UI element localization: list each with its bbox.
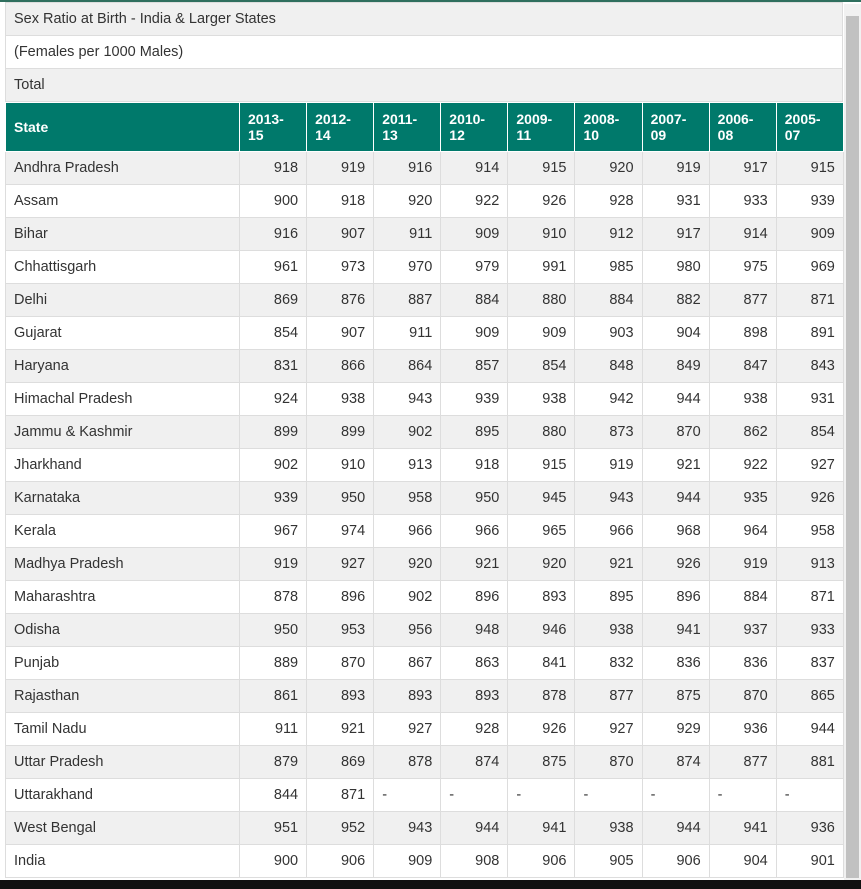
ratio-value-cell: 893 <box>374 680 441 713</box>
ratio-value-cell: 837 <box>776 647 843 680</box>
table-row <box>6 581 844 614</box>
ratio-value-cell: 945 <box>508 482 575 515</box>
column-header-state: State <box>6 103 240 152</box>
ratio-value-cell: 906 <box>508 845 575 878</box>
ratio-value-cell: 902 <box>374 581 441 614</box>
ratio-value-cell: - <box>776 779 843 812</box>
ratio-value-cell: 921 <box>307 713 374 746</box>
ratio-value-cell: 926 <box>776 482 843 515</box>
ratio-value-cell: 911 <box>240 713 307 746</box>
ratio-value-cell: 877 <box>575 680 642 713</box>
ratio-value-cell: 941 <box>642 614 709 647</box>
ratio-value-cell: 893 <box>307 680 374 713</box>
ratio-value-cell: 874 <box>441 746 508 779</box>
ratio-value-cell: 921 <box>575 548 642 581</box>
ratio-value-cell: 919 <box>709 548 776 581</box>
ratio-value-cell: 966 <box>441 515 508 548</box>
ratio-value-cell: 864 <box>374 350 441 383</box>
scrollbar-thumb[interactable] <box>846 16 859 878</box>
caption-subtitle: (Females per 1000 Males) <box>6 36 843 69</box>
ratio-value-cell: 909 <box>441 218 508 251</box>
column-header-year <box>776 103 843 152</box>
ratio-value-cell: 926 <box>642 548 709 581</box>
ratio-value-cell: 919 <box>575 449 642 482</box>
ratio-value-cell: 902 <box>374 416 441 449</box>
ratio-value-cell: 927 <box>575 713 642 746</box>
ratio-value-cell: 874 <box>642 746 709 779</box>
ratio-value-cell: 869 <box>307 746 374 779</box>
ratio-value-cell: 944 <box>776 713 843 746</box>
ratio-value-cell: 893 <box>508 581 575 614</box>
table-row <box>6 218 844 251</box>
caption-section: Total <box>6 69 843 102</box>
ratio-value-cell: 909 <box>374 845 441 878</box>
ratio-value-cell: 884 <box>575 284 642 317</box>
ratio-value-cell: 966 <box>374 515 441 548</box>
table-body <box>6 152 844 878</box>
ratio-value-cell: 935 <box>709 482 776 515</box>
ratio-value-cell: 899 <box>307 416 374 449</box>
state-name-cell: Punjab <box>6 647 240 680</box>
state-name-cell: Assam <box>6 185 240 218</box>
ratio-value-cell: 918 <box>240 152 307 185</box>
ratio-value-cell: 956 <box>374 614 441 647</box>
ratio-value-cell: 926 <box>508 713 575 746</box>
table-row <box>6 482 844 515</box>
ratio-value-cell: 931 <box>776 383 843 416</box>
ratio-value-cell: 933 <box>709 185 776 218</box>
ratio-value-cell: 920 <box>374 548 441 581</box>
ratio-value-cell: 854 <box>776 416 843 449</box>
year-start: 2006- <box>717 111 754 127</box>
table-row <box>6 317 844 350</box>
ratio-value-cell: 863 <box>441 647 508 680</box>
ratio-value-cell: 919 <box>240 548 307 581</box>
state-name-cell: Madhya Pradesh <box>6 548 240 581</box>
ratio-value-cell: 906 <box>642 845 709 878</box>
ratio-value-cell: 909 <box>441 317 508 350</box>
ratio-value-cell: 871 <box>776 284 843 317</box>
ratio-value-cell: 938 <box>575 812 642 845</box>
ratio-value-cell: 943 <box>374 812 441 845</box>
ratio-value-cell: 854 <box>240 317 307 350</box>
ratio-value-cell: 849 <box>642 350 709 383</box>
ratio-value-cell: 958 <box>374 482 441 515</box>
ratio-value-cell: 907 <box>307 317 374 350</box>
ratio-value-cell: 878 <box>374 746 441 779</box>
year-end: 07 <box>784 127 801 143</box>
ratio-value-cell: 938 <box>508 383 575 416</box>
ratio-value-cell: 921 <box>441 548 508 581</box>
ratio-value-cell: 914 <box>441 152 508 185</box>
year-end: 13 <box>382 127 398 143</box>
ratio-value-cell: 920 <box>374 185 441 218</box>
ratio-value-cell: 917 <box>709 152 776 185</box>
ratio-value-cell: 909 <box>508 317 575 350</box>
ratio-value-cell: - <box>709 779 776 812</box>
table-row <box>6 251 844 284</box>
ratio-value-cell: 900 <box>240 845 307 878</box>
table-row <box>6 746 844 779</box>
ratio-value-cell: 865 <box>776 680 843 713</box>
ratio-value-cell: 939 <box>776 185 843 218</box>
ratio-value-cell: 914 <box>709 218 776 251</box>
ratio-value-cell: 893 <box>441 680 508 713</box>
ratio-value-cell: 968 <box>642 515 709 548</box>
table-row <box>6 284 844 317</box>
state-name-cell: West Bengal <box>6 812 240 845</box>
ratio-value-cell: 951 <box>240 812 307 845</box>
table-header-row <box>6 103 844 152</box>
ratio-value-cell: 927 <box>374 713 441 746</box>
column-header-year <box>642 103 709 152</box>
ratio-value-cell: 887 <box>374 284 441 317</box>
ratio-value-cell: 938 <box>575 614 642 647</box>
ratio-value-cell: 915 <box>508 152 575 185</box>
state-name-cell: Haryana <box>6 350 240 383</box>
ratio-value-cell: 877 <box>709 746 776 779</box>
year-start: 2008- <box>583 111 620 127</box>
ratio-value-cell: 920 <box>575 152 642 185</box>
state-name-cell: India <box>6 845 240 878</box>
ratio-value-cell: 891 <box>776 317 843 350</box>
caption-section-row <box>6 69 843 102</box>
ratio-value-cell: 927 <box>307 548 374 581</box>
ratio-value-cell: 944 <box>642 482 709 515</box>
state-name-cell: Himachal Pradesh <box>6 383 240 416</box>
caption-subtitle-row <box>6 36 843 69</box>
ratio-value-cell: 929 <box>642 713 709 746</box>
state-name-cell: Uttarakhand <box>6 779 240 812</box>
table-row <box>6 416 844 449</box>
state-name-cell: Tamil Nadu <box>6 713 240 746</box>
ratio-value-cell: 916 <box>240 218 307 251</box>
ratio-value-cell: 878 <box>240 581 307 614</box>
state-name-cell: Kerala <box>6 515 240 548</box>
ratio-value-cell: 915 <box>508 449 575 482</box>
ratio-value-cell: 882 <box>642 284 709 317</box>
state-name-cell: Maharashtra <box>6 581 240 614</box>
year-end: 10 <box>583 127 600 143</box>
ratio-value-cell: 873 <box>575 416 642 449</box>
ratio-value-cell: 937 <box>709 614 776 647</box>
ratio-value-cell: 904 <box>642 317 709 350</box>
ratio-value-cell: 880 <box>508 284 575 317</box>
ratio-value-cell: 880 <box>508 416 575 449</box>
table-row <box>6 383 844 416</box>
state-name-cell: Jharkhand <box>6 449 240 482</box>
ratio-value-cell: 943 <box>575 482 642 515</box>
state-name-cell: Uttar Pradesh <box>6 746 240 779</box>
state-name-cell: Odisha <box>6 614 240 647</box>
caption-title: Sex Ratio at Birth - India & Larger States <box>6 3 843 36</box>
ratio-value-cell: 966 <box>575 515 642 548</box>
ratio-value-cell: 958 <box>776 515 843 548</box>
ratio-value-cell: 973 <box>307 251 374 284</box>
ratio-value-cell: 844 <box>240 779 307 812</box>
ratio-value-cell: 918 <box>441 449 508 482</box>
table-row <box>6 680 844 713</box>
ratio-value-cell: 961 <box>240 251 307 284</box>
ratio-value-cell: 953 <box>307 614 374 647</box>
year-start: 2010- <box>449 111 486 127</box>
ratio-value-cell: 861 <box>240 680 307 713</box>
ratio-value-cell: 980 <box>642 251 709 284</box>
sex-ratio-table <box>5 102 844 878</box>
ratio-value-cell: 903 <box>575 317 642 350</box>
ratio-value-cell: 922 <box>709 449 776 482</box>
ratio-value-cell: 831 <box>240 350 307 383</box>
ratio-value-cell: 946 <box>508 614 575 647</box>
year-start: 2012- <box>315 111 351 127</box>
ratio-value-cell: 944 <box>642 812 709 845</box>
ratio-value-cell: 866 <box>307 350 374 383</box>
year-end: 11 <box>516 127 532 143</box>
ratio-value-cell: 985 <box>575 251 642 284</box>
ratio-value-cell: 896 <box>642 581 709 614</box>
ratio-value-cell: 944 <box>642 383 709 416</box>
ratio-value-cell: 910 <box>307 449 374 482</box>
ratio-value-cell: 922 <box>441 185 508 218</box>
ratio-value-cell: 920 <box>508 548 575 581</box>
ratio-value-cell: 970 <box>374 251 441 284</box>
ratio-value-cell: 871 <box>776 581 843 614</box>
ratio-value-cell: 901 <box>776 845 843 878</box>
state-name-cell: Jammu & Kashmir <box>6 416 240 449</box>
year-end: 12 <box>449 127 465 143</box>
table-row <box>6 548 844 581</box>
ratio-value-cell: 900 <box>240 185 307 218</box>
ratio-value-cell: 877 <box>709 284 776 317</box>
ratio-value-cell: 862 <box>709 416 776 449</box>
ratio-value-cell: 910 <box>508 218 575 251</box>
ratio-value-cell: 875 <box>642 680 709 713</box>
state-name-cell: Andhra Pradesh <box>6 152 240 185</box>
ratio-value-cell: 950 <box>441 482 508 515</box>
table-row <box>6 185 844 218</box>
ratio-value-cell: 936 <box>776 812 843 845</box>
ratio-value-cell: 871 <box>307 779 374 812</box>
ratio-value-cell: 854 <box>508 350 575 383</box>
ratio-value-cell: 836 <box>709 647 776 680</box>
ratio-value-cell: 876 <box>307 284 374 317</box>
ratio-value-cell: 950 <box>307 482 374 515</box>
ratio-value-cell: 902 <box>240 449 307 482</box>
state-name-cell: Gujarat <box>6 317 240 350</box>
column-header-year <box>575 103 642 152</box>
ratio-value-cell: 913 <box>374 449 441 482</box>
ratio-value-cell: 884 <box>709 581 776 614</box>
ratio-value-cell: 847 <box>709 350 776 383</box>
caption-title-row <box>6 3 843 36</box>
ratio-value-cell: 906 <box>307 845 374 878</box>
ratio-value-cell: 899 <box>240 416 307 449</box>
ratio-value-cell: 836 <box>642 647 709 680</box>
ratio-value-cell: 933 <box>776 614 843 647</box>
ratio-value-cell: 878 <box>508 680 575 713</box>
ratio-value-cell: 942 <box>575 383 642 416</box>
ratio-value-cell: - <box>441 779 508 812</box>
ratio-value-cell: - <box>642 779 709 812</box>
ratio-value-cell: 915 <box>776 152 843 185</box>
ratio-value-cell: - <box>575 779 642 812</box>
ratio-value-cell: 832 <box>575 647 642 680</box>
ratio-value-cell: 870 <box>575 746 642 779</box>
ratio-value-cell: 924 <box>240 383 307 416</box>
ratio-value-cell: 898 <box>709 317 776 350</box>
ratio-value-cell: 965 <box>508 515 575 548</box>
ratio-value-cell: 948 <box>441 614 508 647</box>
table-row <box>6 515 844 548</box>
table-row <box>6 713 844 746</box>
table-row <box>6 845 844 878</box>
ratio-value-cell: 921 <box>642 449 709 482</box>
ratio-value-cell: 916 <box>374 152 441 185</box>
ratio-value-cell: 967 <box>240 515 307 548</box>
ratio-value-cell: 931 <box>642 185 709 218</box>
ratio-value-cell: 879 <box>240 746 307 779</box>
ratio-value-cell: 975 <box>709 251 776 284</box>
year-end: 09 <box>650 127 667 143</box>
column-header-year <box>240 103 307 152</box>
ratio-value-cell: 913 <box>776 548 843 581</box>
ratio-value-cell: 928 <box>575 185 642 218</box>
ratio-value-cell: 969 <box>776 251 843 284</box>
caption-table <box>5 2 843 102</box>
year-end: 14 <box>315 127 331 143</box>
state-name-cell: Chhattisgarh <box>6 251 240 284</box>
ratio-value-cell: 895 <box>441 416 508 449</box>
ratio-value-cell: 907 <box>307 218 374 251</box>
ratio-value-cell: 938 <box>307 383 374 416</box>
ratio-value-cell: 939 <box>240 482 307 515</box>
table-row <box>6 449 844 482</box>
ratio-value-cell: 941 <box>709 812 776 845</box>
ratio-value-cell: 974 <box>307 515 374 548</box>
ratio-value-cell: 964 <box>709 515 776 548</box>
column-header-year <box>307 103 374 152</box>
ratio-value-cell: 917 <box>642 218 709 251</box>
ratio-value-cell: 905 <box>575 845 642 878</box>
ratio-value-cell: - <box>508 779 575 812</box>
year-start: 2009- <box>516 111 553 127</box>
ratio-value-cell: 944 <box>441 812 508 845</box>
column-header-year <box>508 103 575 152</box>
ratio-value-cell: 950 <box>240 614 307 647</box>
ratio-value-cell: 991 <box>508 251 575 284</box>
state-name-cell: Rajasthan <box>6 680 240 713</box>
ratio-value-cell: 843 <box>776 350 843 383</box>
ratio-value-cell: 936 <box>709 713 776 746</box>
ratio-value-cell: 939 <box>441 383 508 416</box>
bottom-edge-bar <box>0 880 861 889</box>
ratio-value-cell: 909 <box>776 218 843 251</box>
ratio-value-cell: 889 <box>240 647 307 680</box>
ratio-value-cell: 943 <box>374 383 441 416</box>
year-start: 2013- <box>248 111 284 127</box>
ratio-value-cell: 927 <box>776 449 843 482</box>
state-name-cell: Delhi <box>6 284 240 317</box>
ratio-value-cell: 857 <box>441 350 508 383</box>
ratio-value-cell: 881 <box>776 746 843 779</box>
ratio-value-cell: 941 <box>508 812 575 845</box>
year-end: 15 <box>248 127 264 143</box>
vertical-scrollbar[interactable] <box>844 4 861 882</box>
column-header-year <box>374 103 441 152</box>
ratio-value-cell: 870 <box>307 647 374 680</box>
ratio-value-cell: 867 <box>374 647 441 680</box>
ratio-value-cell: 869 <box>240 284 307 317</box>
ratio-value-cell: 938 <box>709 383 776 416</box>
ratio-value-cell: 919 <box>307 152 374 185</box>
ratio-value-cell: 912 <box>575 218 642 251</box>
ratio-value-cell: 884 <box>441 284 508 317</box>
ratio-value-cell: 875 <box>508 746 575 779</box>
ratio-value-cell: 841 <box>508 647 575 680</box>
ratio-value-cell: 919 <box>642 152 709 185</box>
table-row <box>6 614 844 647</box>
table-row <box>6 350 844 383</box>
year-start: 2007- <box>650 111 687 127</box>
table-row <box>6 152 844 185</box>
state-name-cell: Bihar <box>6 218 240 251</box>
column-header-year <box>709 103 776 152</box>
ratio-value-cell: - <box>374 779 441 812</box>
ratio-value-cell: 911 <box>374 218 441 251</box>
ratio-value-cell: 911 <box>374 317 441 350</box>
table-row <box>6 779 844 812</box>
year-start: 2005- <box>784 111 821 127</box>
ratio-value-cell: 918 <box>307 185 374 218</box>
ratio-value-cell: 904 <box>709 845 776 878</box>
state-name-cell: Karnataka <box>6 482 240 515</box>
ratio-value-cell: 979 <box>441 251 508 284</box>
ratio-value-cell: 870 <box>709 680 776 713</box>
ratio-value-cell: 848 <box>575 350 642 383</box>
ratio-value-cell: 928 <box>441 713 508 746</box>
ratio-value-cell: 896 <box>307 581 374 614</box>
ratio-value-cell: 896 <box>441 581 508 614</box>
ratio-value-cell: 952 <box>307 812 374 845</box>
ratio-value-cell: 895 <box>575 581 642 614</box>
table-row <box>6 647 844 680</box>
column-header-year <box>441 103 508 152</box>
sex-ratio-table-container <box>5 2 843 878</box>
ratio-value-cell: 926 <box>508 185 575 218</box>
year-end: 08 <box>717 127 734 143</box>
ratio-value-cell: 870 <box>642 416 709 449</box>
ratio-value-cell: 908 <box>441 845 508 878</box>
year-start: 2011- <box>382 111 418 127</box>
table-row <box>6 812 844 845</box>
